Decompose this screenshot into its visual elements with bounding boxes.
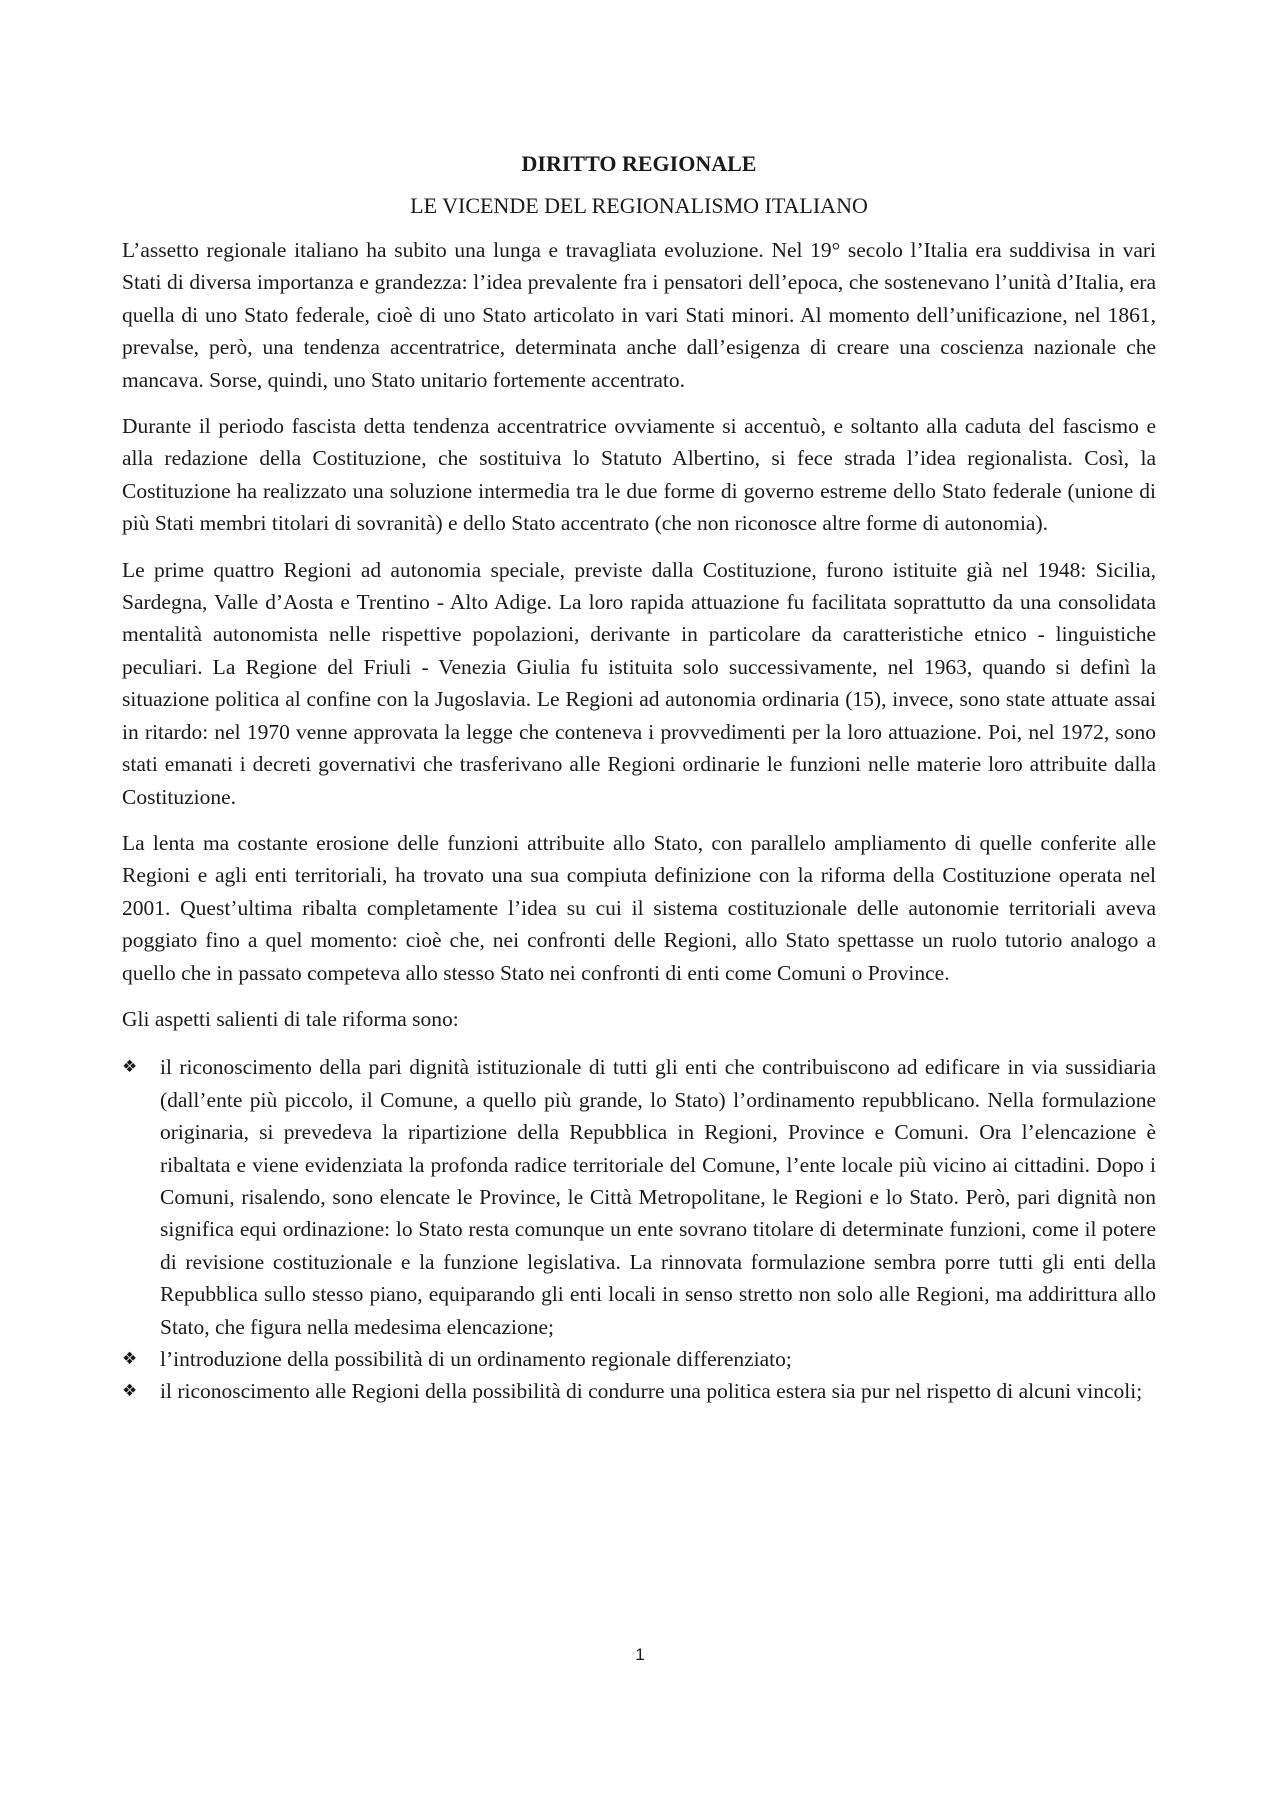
list-item-text: il riconoscimento alle Regioni della possibilità di condurre una politica estera sia pur nel rispetto di alcuni vincoli; bbox=[160, 1379, 1143, 1404]
diamond-bullet-icon: ❖ bbox=[122, 1349, 138, 1369]
document-title: DIRITTO REGIONALE bbox=[521, 151, 757, 176]
list-intro: Gli aspetti salienti di tale riforma sono: bbox=[122, 1006, 459, 1031]
list-item bbox=[122, 1375, 1156, 1407]
list-item bbox=[122, 1051, 1156, 1343]
paragraph-3: Le prime quattro Regioni ad autonomia speciale, previste dalla Costituzione, furono istituite già nel 1948: Sicilia, Sardegna, Valle d’Aosta e Trentino - Alto Adige. La loro rapida attuazione fu facilitata soprattutto da una consolidata mentalità autonomista nelle rispettive popolazioni, derivante in particolare da caratteristiche etnico - linguistiche peculiari. La Regione del Friuli - Venezia Giulia fu istituita solo successivamente, nel 1963, quando si definì la situazione politica al confine con la Jugoslavia. Le Regioni ad autonomia ordinaria (15), invece, sono state attuate assai in ritardo: nel 1970 venne approvata la legge che conteneva i provvedimenti per la loro attuazione. Poi, nel 1972, sono stati emanati i decreti governativi che trasferivano alle Regioni ordinarie le funzioni nelle materie loro attribuite dalla Costituzione. bbox=[122, 557, 1156, 809]
reform-aspects-list bbox=[122, 1051, 1156, 1407]
diamond-bullet-icon: ❖ bbox=[122, 1381, 138, 1402]
paragraph-4: La lenta ma costante erosione delle funzioni attribuite allo Stato, con parallelo ampliamento di quelle conferite alle Regioni e agli enti territoriali, ha trovato una sua compiuta definizione con la riforma della Costituzione operata nel 2001. Quest’ultima ribalta completamente l’idea su cui il sistema costituzionale delle autonomie territoriali aveva poggiato fino a quel momento: cioè che, nei confronti delle Regioni, allo Stato spettasse un ruolo tutorio analogo a quello che in passato competeva allo stesso Stato nei confronti di enti come Comuni o Province. bbox=[122, 830, 1156, 985]
paragraph-1: L’assetto regionale italiano ha subito una lunga e travagliata evoluzione. Nel 19° secolo l’Italia era suddivisa in vari Stati di diversa importanza e grandezza: l’idea prevalente fra i pensatori dell’epoca, che sostenevano l’unità d’Italia, era quella di uno Stato federale, cioè di uno Stato articolato in vari Stati minori. Al momento dell’unificazione, nel 1861, prevalse, però, una tendenza accentratrice, determinata anche dall’esigenza di creare una coscienza nazionale che mancava. Sorse, quindi, uno Stato unitario fortemente accentrato. bbox=[122, 238, 1156, 392]
document-subtitle: LE VICENDE DEL REGIONALISMO ITALIANO bbox=[410, 193, 868, 218]
document-page bbox=[122, 148, 1156, 1408]
diamond-bullet-icon: ❖ bbox=[122, 1057, 138, 1078]
list-item-text: l’introduzione della possibilità di un ordinamento regionale differenziato; bbox=[160, 1347, 792, 1371]
paragraph-2: Durante il periodo fascista detta tendenza accentratrice ovviamente si accentuò, e soltanto alla caduta del fascismo e alla redazione della Costituzione, che sostituiva lo Statuto Albertino, si fece strada l’idea regionalista. Così, la Costituzione ha realizzato una soluzione intermedia tra le due forme di governo estreme dello Stato federale (unione di più Stati membri titolari di sovranità) e dello Stato accentrato (che non riconosce altre forme di autonomia). bbox=[122, 414, 1156, 536]
list-item bbox=[122, 1343, 1156, 1375]
list-item-text: il riconoscimento della pari dignità istituzionale di tutti gli enti che contribuiscono ad edificare in via sussidiaria (dall’ente più piccolo, il Comune, a quello più grande, lo Stato) l’ordinamento repubblicano. Nella formulazione originaria, si prevedeva la ripartizione della Repubblica in Regioni, Province e Comuni. Ora l’elencazione è ribaltata e viene evidenziata la profonda radice territoriale del Comune, l’ente locale più vicino ai cittadini. Dopo i Comuni, risalendo, sono elencate le Province, le Città Metropolitane, le Regioni e lo Stato. Però, pari dignità non significa equi ordinazione: lo Stato resta comunque un ente sovrano titolare di determinate funzioni, come il potere di revisione costituzionale e la funzione legislativa. La rinnovata formulazione sembra porre tutti gli enti della Repubblica sullo stesso piano, equiparando gli enti locali in senso stretto non solo alle Regioni, ma addirittura allo Stato, che figura nella medesima elencazione; bbox=[160, 1055, 1156, 1339]
page-number: 1 bbox=[635, 1645, 645, 1664]
